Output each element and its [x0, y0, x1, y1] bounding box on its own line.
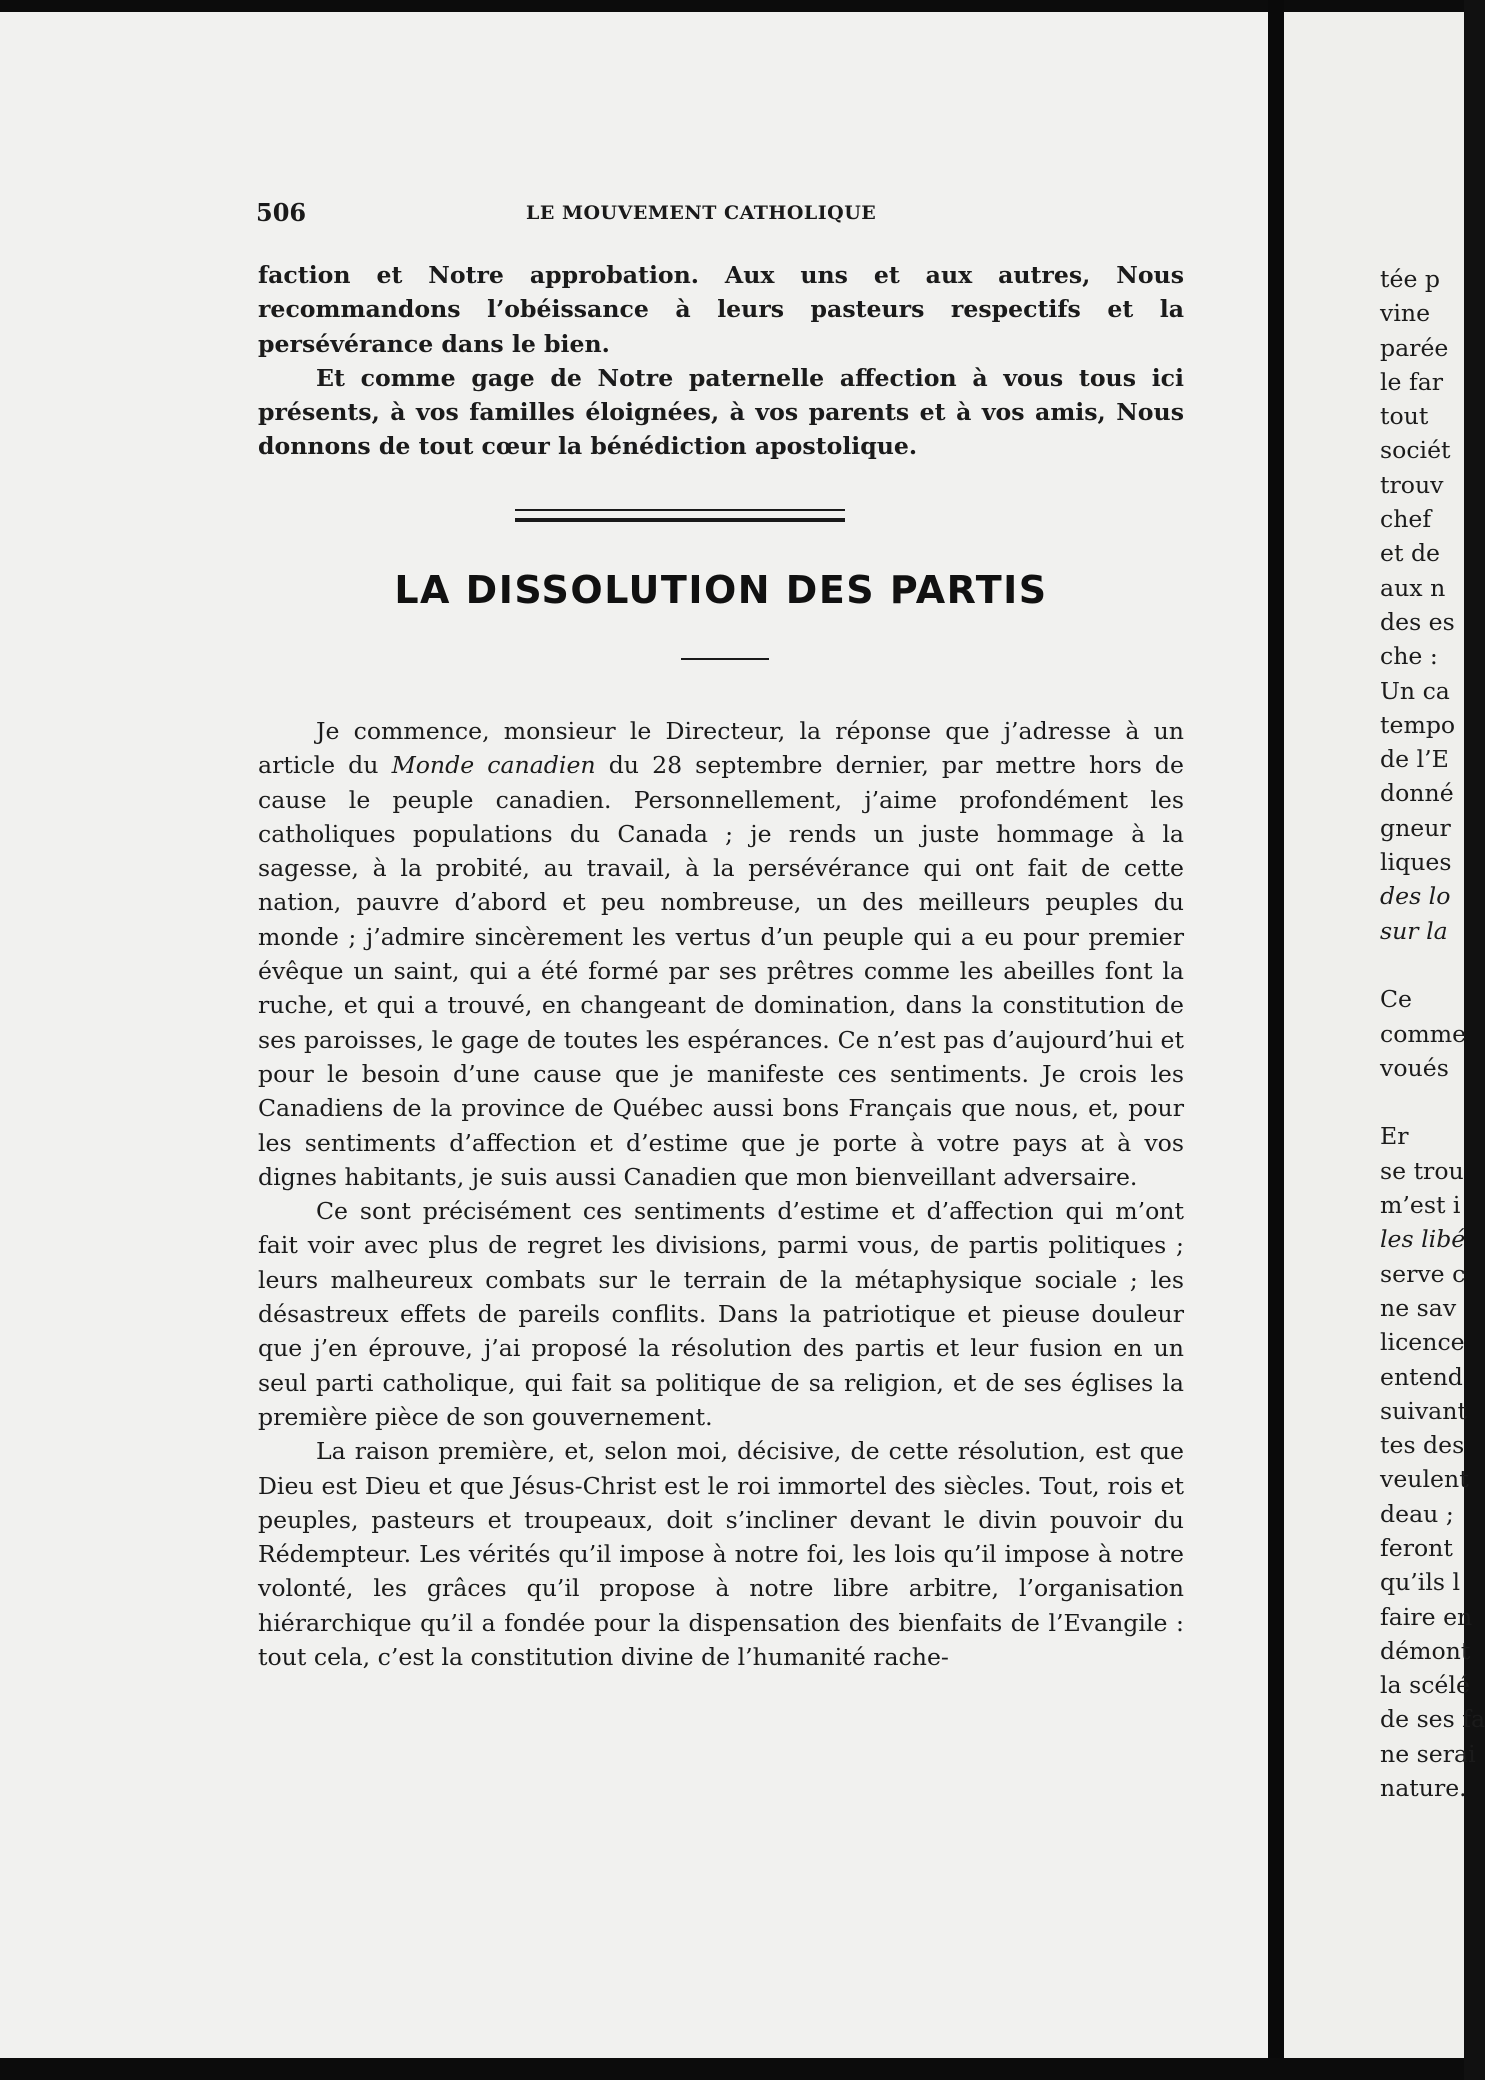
right-page-line: suivant: [1380, 1396, 1467, 1425]
paragraph-1-start: Je commence, monsieur le Directeur, la réponse que j’adresse à un article du: [258, 717, 1184, 780]
right-page-line: Er: [1380, 1122, 1409, 1151]
right-page-line: sur la: [1380, 916, 1448, 945]
page-gutter: [1268, 0, 1284, 2080]
paragraph-1-rest: du 28 septembre dernier, par mettre hors de cause le peuple canadien. Personnellement, j’aime profondément les catholiques populations du Canada ; je rends un juste hommage à la sagesse, à la probité, au travail, à la persévérance qui ont fait de cette nation, pauvre d’abord et peu nombreuse, un des meilleurs peuples du monde ; j’admire sincèrement les vertus d’un peuple qui a eu pour premier évêque un saint, qui a été formé par ses prêtres comme les abeilles font la ruche, et qui a trouvé, en changeant de domination, dans la constitution de ses paroisses, le gage de toutes les espérances. Ce n’est pas d’aujourd’hui et pour le besoin d’une cause que je manifeste ces sentiments. Je crois les Canadiens de la province de Québec aussi bons Français que nous, et, pour les sentiments d’affection et d’estime que je porte à votre pays at à vos dignes habitants, je suis aussi Canadien que mon bienveillant adversaire.: [258, 751, 1184, 1191]
article-paragraph-3: La raison première, et, selon moi, décisive, de cette résolution, est que Dieu est Dieu et que Jésus-Christ est le roi immortel des siècles. Tout, rois et peuples, pasteurs et troupeaux, doit s’incliner devant le divin pouvoir du Rédempteur. Les vérités qu’il impose à notre foi, les lois qu’il impose à notre volonté, les grâces qu’il propose à notre libre arbitre, l’organisation hiérarchique qu’il a fondée pour la dispensation des bienfaits de l’Evangile : tout cela, c’est la constitution divine de l’humanité rache-: [258, 1437, 1184, 1672]
right-page-line: la scélé: [1380, 1671, 1470, 1700]
right-page-line: le far: [1380, 367, 1444, 396]
right-page-line: deau ;: [1380, 1499, 1454, 1528]
right-page-line: [1380, 1085, 1470, 1119]
right-page-line: tempo: [1380, 710, 1456, 739]
right-page-line: ne serai: [1380, 1739, 1476, 1768]
right-page-line: veulent: [1380, 1465, 1469, 1494]
right-page-line: entend: [1380, 1362, 1463, 1391]
article-paragraph-2: Ce sont précisément ces sentiments d’estime et d’affection qui m’ont fait voir avec plus de regret les divisions, parmi vous, de partis politiques ; leurs malheureux combats sur le terrain de la métaphysique sociale ; les désastreux effets de pareils conflits. Dans la patriotique et pieuse douleur que j’en éprouve, j’ai proposé la résolution des partis et leur fusion en un seul parti catholique, qui fait sa politique de sa religion, et de ses églises la première pièce de son gouvernement.: [258, 1197, 1184, 1431]
right-page-line: et de: [1380, 539, 1441, 568]
article-body: [258, 714, 1184, 1674]
right-page-line: gneur: [1380, 813, 1451, 842]
right-page-line: parée: [1380, 333, 1449, 362]
short-rule: [681, 658, 769, 660]
right-page-line: donné: [1380, 779, 1454, 808]
right-page: [1284, 12, 1485, 2058]
right-page-line: nature.: [1380, 1774, 1467, 1803]
right-page-line: tout: [1380, 402, 1429, 431]
opening-paragraph: faction et Notre approbation. Aux uns et aux autres, Nous recommandons l’obéissance à leurs pasteurs respectifs et la persévérance dans le bien.: [258, 261, 1184, 358]
double-rule-top: [515, 509, 845, 511]
running-head: [256, 198, 1186, 232]
scan-bottom-edge: [0, 2058, 1464, 2080]
right-page-line: comme: [1380, 1019, 1467, 1048]
opening-text-block: [258, 258, 1184, 464]
right-page-line: des es: [1380, 607, 1455, 636]
right-page-line: se trou: [1380, 1156, 1464, 1185]
right-page-line: Ce: [1380, 985, 1413, 1014]
right-page-line: feront: [1380, 1533, 1453, 1562]
right-page-line: démont: [1380, 1636, 1471, 1665]
right-page-line: voués: [1380, 1053, 1449, 1082]
right-page-line: chef: [1380, 505, 1432, 534]
right-page-line: tée p: [1380, 265, 1441, 293]
right-page-line: che :: [1380, 642, 1438, 671]
scan-top-edge: [0, 0, 1464, 12]
right-page-fragments: [1380, 262, 1485, 1805]
right-page-line: Un ca: [1380, 676, 1450, 705]
right-page-line: serve c: [1380, 1259, 1466, 1288]
right-page-line: tes des: [1380, 1431, 1465, 1460]
right-page-line: faire en: [1380, 1602, 1473, 1631]
article-title: LA DISSOLUTION DES PARTIS: [394, 568, 1048, 612]
right-page-line: ne sav: [1380, 1293, 1457, 1322]
right-page-line: les libé: [1380, 1225, 1466, 1254]
right-page-line: liques: [1380, 848, 1452, 877]
right-page-line: m’est i: [1380, 1191, 1461, 1220]
right-page-line: sociét: [1380, 436, 1451, 465]
right-page-line: des lo: [1380, 882, 1451, 911]
right-page-line: aux n: [1380, 573, 1446, 602]
right-page-line: qu’ils l: [1380, 1568, 1461, 1597]
right-page-line: de ses fa: [1380, 1705, 1485, 1734]
right-page-line: de l’E: [1380, 745, 1449, 774]
right-page-line: licence: [1380, 1328, 1465, 1357]
right-page-line: trouv: [1380, 470, 1444, 499]
running-title: LE MOUVEMENT CATHOLIQUE: [526, 202, 877, 224]
publication-title: Monde canadien: [391, 751, 596, 780]
right-page-line: vine: [1380, 299, 1431, 328]
article-paragraph-1: [258, 714, 1184, 1194]
right-page-line: [1380, 948, 1470, 982]
double-rule-bottom: [515, 518, 845, 522]
page-number: 506: [256, 198, 307, 227]
blessing-paragraph: Et comme gage de Notre paternelle affection à vous tous ici présents, à vos familles éloignées, à vos parents et à vos amis, Nous donnons de tout cœur la bénédiction apostolique.: [258, 363, 1184, 461]
